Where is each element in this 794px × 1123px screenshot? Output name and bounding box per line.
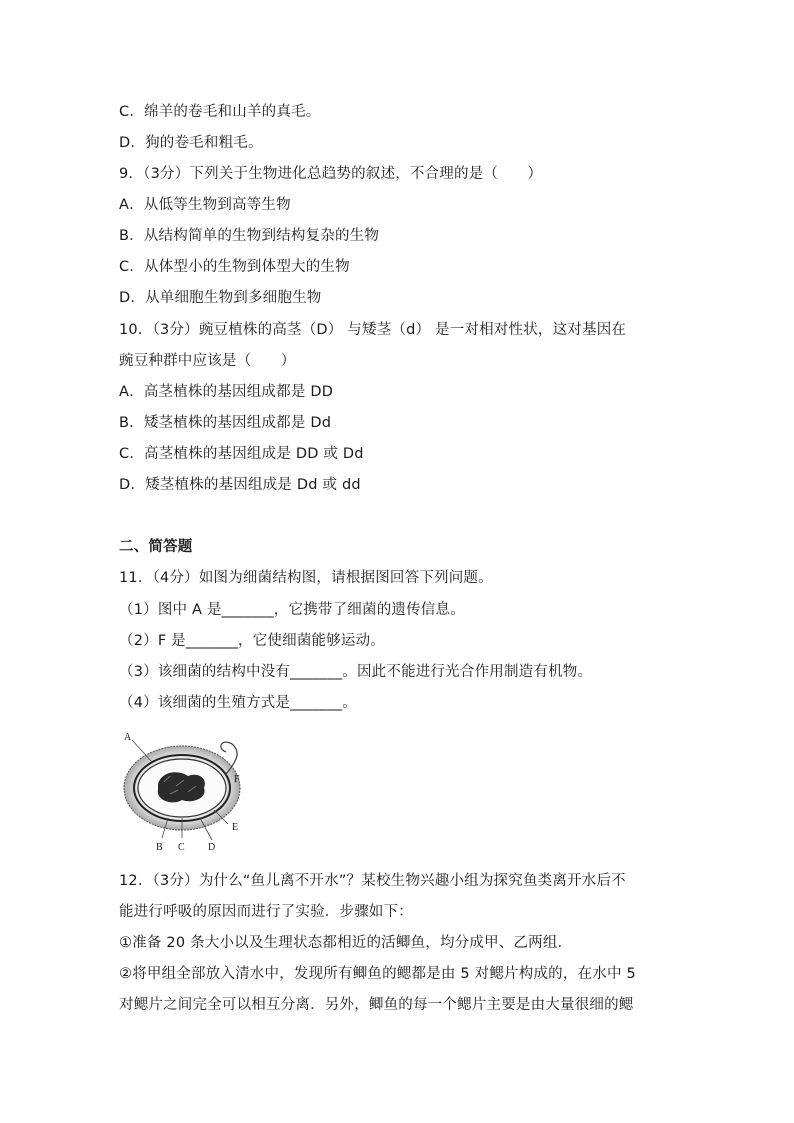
question-12-line1: 12．（3分）为什么“鱼儿离不开水”？某校生物兴趣小组为探究鱼类离开水后不	[119, 873, 626, 889]
question-11-part4: （4）该细菌的生殖方式是_______。	[119, 695, 357, 711]
label-f: F	[234, 774, 240, 785]
option-9a: A．从低等生物到高等生物	[119, 197, 291, 213]
option-10d: D．矮茎植株的基因组成是 Dd 或 dd	[119, 477, 361, 493]
label-a: A	[124, 732, 132, 743]
question-11-part3: （3）该细菌的结构中没有_______。因此不能进行光合作用制造有机物。	[119, 664, 593, 680]
option-10c: C．高茎植株的基因组成是 DD 或 Dd	[119, 446, 364, 462]
question-11-part2: （2）F 是_______，它使细菌能够运动。	[119, 633, 386, 649]
option-9c: C．从体型小的生物到体型大的生物	[119, 259, 350, 275]
option-10a: A．高茎植株的基因组成都是 DD	[119, 384, 334, 400]
bacteria-diagram-svg	[118, 726, 258, 856]
question-12-step1: ①准备 20 条大小以及生理状态都相近的活鲫鱼，均分成甲、乙两组．	[119, 935, 573, 951]
section-title: 二、简答题	[119, 539, 193, 555]
question-12-step2-line2: 对鳃片之间完全可以相互分离．另外，鲫鱼的每一个鳃片主要是由大量很细的鳃	[119, 997, 634, 1013]
question-12-step2-line1: ②将甲组全部放入清水中，发现所有鲫鱼的鳃都是由 5 对鳃片构成的，在水中 5	[119, 966, 636, 982]
question-11-part1: （1）图中 A 是_______，它携带了细菌的遗传信息。	[119, 602, 465, 618]
option-10b: B．矮茎植株的基因组成都是 Dd	[119, 415, 332, 431]
question-11: 11．（4分）如图为细菌结构图，请根据图回答下列问题。	[119, 570, 493, 586]
label-b: B	[156, 842, 163, 853]
bacteria-diagram	[118, 726, 258, 856]
label-d: D	[208, 842, 216, 853]
option-8c: C．绵羊的卷毛和山羊的真毛。	[119, 104, 321, 120]
dna-region-shape	[158, 772, 205, 802]
option-9b: B．从结构简单的生物到结构复杂的生物	[119, 228, 380, 244]
question-9: 9．（3分）下列关于生物进化总趋势的叙述，不合理的是（ ）	[119, 166, 543, 182]
option-9d: D．从单细胞生物到多细胞生物	[119, 290, 322, 306]
option-8d: D．狗的卷毛和粗毛。	[119, 135, 263, 151]
label-c: C	[178, 842, 185, 853]
question-12-line2: 能进行呼吸的原因而进行了实验．步骤如下：	[119, 904, 413, 920]
question-10-line2: 豌豆种群中应该是（ ）	[119, 353, 296, 369]
question-10-line1: 10．（3分）豌豆植株的高茎（D） 与矮茎（d） 是一对相对性状，这对基因在	[119, 322, 627, 338]
label-e: E	[232, 822, 239, 833]
